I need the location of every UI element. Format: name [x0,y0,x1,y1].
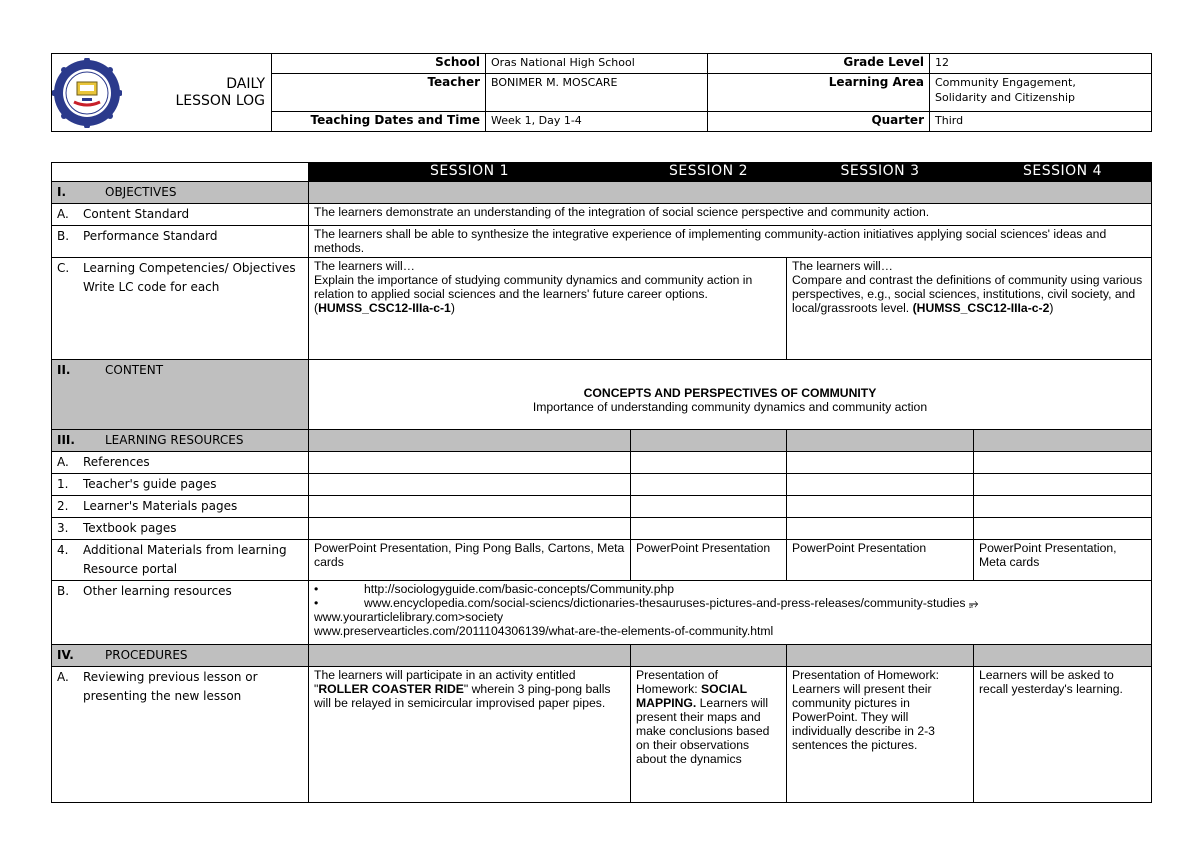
competencies-s12-close: ) [450,301,455,315]
performance-standard-num: B. [57,229,70,243]
header-table [51,53,1152,132]
reviewing-s2-pre: Presentation of Homework: [636,668,718,696]
objectives-filler [309,182,1152,204]
content-standard-row [52,204,1152,226]
teachers-guide-label [52,474,309,496]
quarter-label: Quarter [708,112,930,132]
references-s3 [787,452,974,474]
textbook-s3 [787,518,974,540]
teaching-dates-label: Teaching Dates and Time [272,112,486,132]
resources-filler-1 [309,430,631,452]
procedures-filler-3 [787,645,974,667]
bullet-1: • [314,582,319,596]
reviewing-s2 [631,667,787,803]
competencies-num: C. [57,261,70,275]
resource-link-2[interactable]: www.encyclopedia.com/social-sciencs/dictionaries-thesauruses-pictures-and-press-releases/community-studies [364,596,966,610]
additional-materials-label [52,540,309,581]
competencies-s34-code: (HUMSS_CSC12-IIIa-c-2 [912,301,1050,315]
resource-link-3[interactable]: www.yourarticlelibrary.com>society [314,610,504,624]
reviewing-s1-pre: The learners will participate in an activity entitled " [314,668,576,696]
reviewing-row [52,667,1152,803]
competencies-s12-body [314,273,781,315]
learners-materials-text: Learner's Materials pages [83,499,238,513]
reviewing-s1-activity: ROLLER COASTER RIDE [318,682,464,696]
performance-standard-text: Performance Standard [83,229,218,243]
content-title: CONCEPTS AND PERSPECTIVES OF COMMUNITY [583,386,877,400]
reviewing-label [52,667,309,803]
procedures-filler-1 [309,645,631,667]
references-num: A. [57,455,69,469]
competencies-s12-code: HUMSS_CSC12-IIIa-c-1 [318,301,451,315]
content-num: II. [57,363,71,377]
textbook-text: Textbook pages [83,521,177,535]
content-standard-text: Content Standard [83,207,190,221]
teaching-dates-value: Week 1, Day 1-4 [486,112,708,132]
logo-cell [52,54,272,132]
learning-area-line2: Solidarity and Citizenship [935,91,1075,104]
textbook-row [52,518,1152,540]
resources-filler-4 [974,430,1152,452]
additional-materials-row [52,540,1152,581]
resource-link-2-mark: ⭈ [968,596,979,610]
other-resources-label [52,581,309,645]
reviewing-s3: Presentation of Homework: Learners will present their community pictures in PowerPoint. They will individually describe in 2-3 sentences the pictures. [787,667,974,803]
content-standard-num: A. [57,207,69,221]
other-resources-text: Other learning resources [83,584,232,598]
additional-materials-s1: PowerPoint Presentation, Ping Pong Balls, Cartons, Meta cards [309,540,631,581]
resource-link-4[interactable]: www.preservearticles.com/2011104306139/what-are-the-elements-of-community.html [314,624,774,638]
content-subtitle: Importance of understanding community dynamics and community action [532,400,928,414]
teachers-guide-text: Teacher's guide pages [83,477,217,491]
references-row [52,452,1152,474]
log-title-line1: DAILY [226,75,265,92]
other-resources-links [309,581,1152,645]
resources-filler-2 [631,430,787,452]
resources-filler-3 [787,430,974,452]
additional-materials-s4: PowerPoint Presentation, Meta cards [974,540,1152,581]
lesson-plan-table [51,162,1152,803]
resources-label: LEARNING RESOURCES [105,433,244,447]
grade-level-value: 12 [930,54,1152,74]
references-s1 [309,452,631,474]
teachers-guide-num: 1. [57,477,69,491]
competencies-session-3-4 [787,258,1152,360]
procedures-filler-4 [974,645,1152,667]
resources-num: III. [57,433,75,447]
content-row [52,360,1152,430]
competencies-s34-close: ) [1049,301,1054,315]
additional-materials-text: Additional Materials from learning Resource portal [83,543,287,576]
textbook-num: 3. [57,521,69,535]
other-resources-row [52,581,1152,645]
reviewing-num: A. [57,670,69,684]
competencies-s12-intro: The learners will… [314,259,415,273]
learning-area-label: Learning Area [708,74,930,112]
bullet-2: • [314,596,319,610]
content-standard-label [52,204,309,226]
competencies-row [52,258,1152,360]
reviewing-s2-post: Learners will present their maps and make conclusions based on their observations about the dynamics [636,696,770,766]
session-header-blank [52,163,309,182]
reviewing-s1-post: " wherein 3 ping-pong balls will be relayed in semicircular improvised paper pipes. [314,682,611,710]
competencies-text: Learning Competencies/ Objectives Write LC code for each [83,261,296,294]
school-seal-icon [52,58,122,128]
additional-materials-s3: PowerPoint Presentation [787,540,974,581]
competencies-session-1-2 [309,258,787,360]
teachers-guide-s4 [974,474,1152,496]
reviewing-s1 [309,667,631,803]
resources-row [52,430,1152,452]
textbook-s2 [631,518,787,540]
learning-area-line1: Community Engagement, [935,76,1076,89]
content-heading [52,360,309,430]
teacher-value: BONIMER M. MOSCARE [486,74,708,112]
textbook-s4 [974,518,1152,540]
quarter-value: Third [930,112,1152,132]
teachers-guide-row [52,474,1152,496]
additional-materials-num: 4. [57,543,69,557]
textbook-label [52,518,309,540]
learning-area-value [930,74,1152,112]
teacher-label: Teacher [272,74,486,112]
content-label: CONTENT [105,363,164,377]
lesson-log-sheet [51,53,1151,803]
learners-materials-s2 [631,496,787,518]
reviewing-text: Reviewing previous lesson or presenting the new lesson [83,670,258,703]
procedures-num: IV. [57,648,74,662]
teachers-guide-s3 [787,474,974,496]
learners-materials-row [52,496,1152,518]
school-value: Oras National High School [486,54,708,74]
procedures-filler-2 [631,645,787,667]
resource-link-1[interactable]: http://sociologyguide.com/basic-concepts/Community.php [364,582,675,596]
competencies-s34-intro: The learners will… [792,259,893,273]
session-header-row [52,163,1152,182]
objectives-heading [52,182,309,204]
objectives-row [52,182,1152,204]
session-1-header: SESSION 1 [309,163,631,182]
additional-materials-s2: PowerPoint Presentation [631,540,787,581]
learners-materials-s1 [309,496,631,518]
learners-materials-s3 [787,496,974,518]
references-label [52,452,309,474]
procedures-heading [52,645,309,667]
references-s2 [631,452,787,474]
content-value [309,360,1152,430]
performance-standard-value: The learners shall be able to synthesize the integrative experience of implementing community-action initiatives applying social sciences' ideas and methods. [309,226,1152,258]
reviewing-s4: Learners will be asked to recall yesterday's learning. [974,667,1152,803]
references-text: References [83,455,150,469]
log-title-line2: LESSON LOG [175,92,265,109]
references-s4 [974,452,1152,474]
other-resources-num: B. [57,584,70,598]
textbook-s1 [309,518,631,540]
procedures-row [52,645,1152,667]
learners-materials-num: 2. [57,499,69,513]
learners-materials-label [52,496,309,518]
resources-heading [52,430,309,452]
objectives-label: OBJECTIVES [105,185,177,199]
session-4-header: SESSION 4 [974,163,1152,182]
competencies-s12-text: Explain the importance of studying community dynamics and community action in relation to applied social sciences and the learners' future career options. ( [314,273,753,315]
learners-materials-s4 [974,496,1152,518]
competencies-label [52,258,309,360]
content-standard-value: The learners demonstrate an understanding of the integration of social science perspective and community action. [309,204,1152,226]
teachers-guide-s2 [631,474,787,496]
session-3-header: SESSION 3 [787,163,974,182]
competencies-s34-body [792,273,1146,315]
session-2-header: SESSION 2 [631,163,787,182]
grade-level-label: Grade Level [708,54,930,74]
school-label: School [272,54,486,74]
reviewing-s2-activity: SOCIAL MAPPING. [636,682,747,710]
procedures-label: PROCEDURES [105,648,188,662]
performance-standard-row [52,226,1152,258]
competencies-s34-text: Compare and contrast the definitions of community using various perspectives, e.g., social sciences, institutions, civil society, and local/grassroots level. [792,273,1143,315]
objectives-num: I. [57,185,67,199]
teachers-guide-s1 [309,474,631,496]
performance-standard-label [52,226,309,258]
